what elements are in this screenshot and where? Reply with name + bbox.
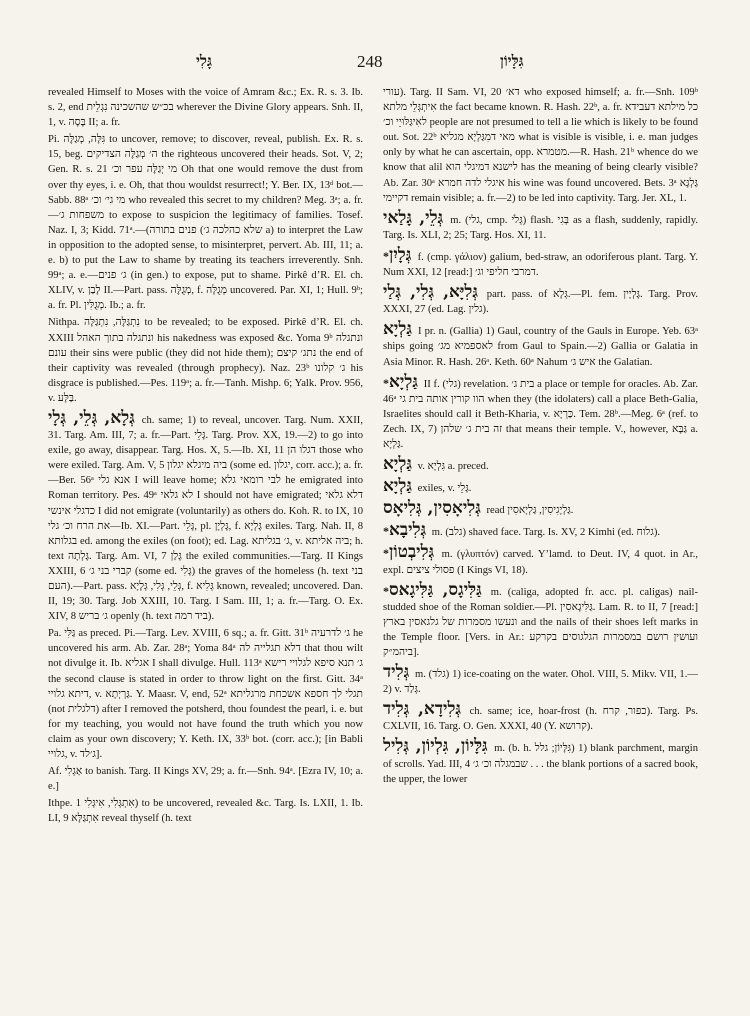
- entry-headword: גְּלִידָא, גְּלִיד: [383, 699, 462, 720]
- dictionary-entry: [383, 320, 698, 369]
- entry-definition: m. (γλυπτόν) carved. Y’lamd. to Deut. IV, 4 quot. in Ar., expl. פסולי ציצים (I Kings VI, 18).: [383, 549, 698, 576]
- entry-definition: m. (גלד) 1) ice-coating on the water. Ohol. VIII, 5. Mikv. VII, 1.—2) v. גְּלַד.: [383, 669, 698, 696]
- entry-asterisk: *: [383, 375, 389, 390]
- entry-definition: f. (cmp. γάλιον) galium, bed-straw, an odoriferous plant. Targ. Y. Num XXI, 12 [read:] דמרבי חליפי וג׳.: [383, 251, 698, 279]
- dictionary-entry: [383, 543, 698, 577]
- paragraph: עורי). Targ. II Sam. VI, 20 דא׳ who exposed himself; a. fr.—Snh. 109ᵇ אִיתְגְּלֵי מלתא the fact became known. R. Hash. 22ᵇ, a. fr. כל מילתא דעבידא לאִיגַּלּוּיֵי וכ׳ people are not presumed to tell a lie which is likely to be found out. Sot. 22ᵇ מאי דמִגַּלְיָא מגליא what is visible is visible, i. e. man judges only by what he can ascertain, opp. מטמרא.—R. Hash. 21ᵇ whence do we know that alil לישנא דמיגלי הוא has the meaning of being clearly visible? Ab. Zar. 30ᵃ איגלי לדה חמרא his wine was found uncovered. Bets. 3ᵃ גַּלְגָּא דקיימי remain visible; a. fr.—2) to be led into captivity. Targ. Jer. XL, 1.: [383, 87, 698, 204]
- header-right-guide-word: גִּלָּיוֹן: [500, 54, 524, 70]
- dictionary-entry: [48, 409, 363, 624]
- entry-headword: גִּלָּיוֹן, גִּלְיוֹן, גְּלִיל: [383, 736, 488, 757]
- dictionary-entry: [383, 283, 698, 317]
- entry-headword: גְּלֵי, גָּלַאי: [383, 207, 444, 228]
- entry-definition: I pr. n. (Gallia) 1) Gaul, country of the Gauls in Europe. Yeb. 63ᵃ ships going לאספמיא מג׳ from Gaul to Spain.—2) Gallia or Galatia in Asia Minor. R. Hash. 26ᵃ. Keth. 60ᵃ Nahum איש ג׳ the Galatian.: [383, 326, 698, 368]
- entry-definition: ch. same; ice, hoar-frost (h. כפור, קרח). Targ. Ps. CXLVII, 16. Targ. O. Gen. XXXI, 40 (Y. קרושא).: [383, 706, 698, 733]
- paragraph: Pa. גַּלִּי as preced. Pi.—Targ. Lev. XVIII, 6 sq.; a. fr. Gitt. 31ᵇ ג׳ לדרעיה he uncovered his arm. Ab. Zar. 28ᵃ; Yoma 84ᵃ דלא תגלייה לה that thou wilt not divulge it. Ib. אגליא I shall divulge. Hull. 113ᵃ ג׳ תנא סיפא לגלויי רישא the second clause is stated in order to throw light on the first. Gitt. 34ᵃ דיתא גלויי, v. גַּרְיְתָא. Y. Maasr. V, end, 52ᵃ תגלי לך חספא אשכחת מרגליתא (not דלגלית) after I removed the potsherd, thou foundest the pearl, i. e. but for my teaching, you would not have found the truth which you now claim as your own discovery; Y. Keth. IX, 33ᵇ bot. (corr. acc.); [in Babli גלויי, v. ג׳לד].: [48, 628, 363, 761]
- entry-definition: exiles, v. גָּלֵי.: [417, 483, 472, 495]
- header-left-guide-word: גָּלִי: [196, 54, 212, 70]
- entry-asterisk: *: [383, 583, 389, 598]
- entry-headword: גַּלְיָא: [383, 319, 412, 340]
- dictionary-entry: [383, 663, 698, 697]
- paragraph: revealed Himself to Moses with the voice of Amram &c.; Ex. R. s. 3. Ib. s. 2, end בכ״ש שהשכינה נִגְלֵית wherever the Divine Glory appears. Snh. II, 1, v. בָּסָה II; a. fr.: [48, 87, 363, 129]
- entry-headword: גְּלִיָּא, גְּלִי, גְּלַי: [383, 282, 478, 303]
- dictionary-entry: [383, 477, 698, 496]
- entry-headword: גַּלִּיגָס, גַּלִּיגָאס: [389, 579, 482, 600]
- dictionary-entry: [383, 373, 698, 452]
- entry-definition: m. (גלי, cmp. גְּלֹי) flash. בְּגִי as a flash, suddenly, rapidly. Targ. Is. XLI, 2; 25; Targ. Hos. XI, 11.: [383, 214, 698, 241]
- entry-asterisk: *: [383, 524, 389, 539]
- entry-asterisk: *: [383, 546, 389, 561]
- dictionary-entry: [383, 700, 698, 734]
- entry-definition: v. גִּלְיָא a. preced.: [417, 461, 489, 473]
- entry-headword: גַּלְיָא: [383, 476, 412, 497]
- page-number: 248: [357, 52, 383, 71]
- entry-headword: גְּלָא, גְּלֵי, גְּלָי: [48, 407, 135, 428]
- dictionary-entry: [383, 246, 698, 280]
- entry-headword: גְּלִיאָסִין, גְּלִיאָס: [383, 498, 481, 519]
- entry-headword: גְּלִיבְטוֹן: [389, 542, 435, 563]
- entry-definition: II f. (גלי) revelation. בית ג׳ a place or temple for oracles. Ab. Zar. 46ᵃ הוו קורין אותה בית גי when they (the idolaters) call a place Beth-Galia, Israelites should call it Beth-Kharia, v. כַּרְיָא. Tem. 28ᵇ.—Meg. 6ᵃ (ref. to Zech. IX, 7) זה בית ג׳ שלהן that means their temple. V., however, גַּבָּא a. גַּלְיָא.: [383, 378, 698, 450]
- entry-headword: גְּלִיבָא: [389, 520, 427, 541]
- page-header: [0, 46, 750, 70]
- entry-headword: גַּלְיָא: [383, 454, 412, 475]
- entry-definition: part. pass. of גְּלָא.—Pl. fem. גָּלְיָין. Targ. Prov. XXXI, 27 (ed. Lag. גלין).: [383, 289, 698, 316]
- dictionary-entry: [383, 737, 698, 786]
- dictionary-entry: [383, 209, 698, 243]
- right-column: [383, 85, 698, 1005]
- entry-definition: ch. same; 1) to reveal, uncover. Targ. Num. XXII, 31. Targ. Am. III, 7; a. fr.—Part. גָּלֵי. Targ. Prov. XX, 19.—2) to go into exile, go away, disappear. Targ. Hos. X, 5.—Ib. XI, 11 דגלו הן those who were exiled. Targ. Am. V, 5 ביה מיגלא יגלון (some ed. יגלון, corr. acc.); a. fr.—Ber. 56ᵃ אנא גלי I will leave home; לבי רומאי גלא he emigrated into Roman territory. Pes. 49ᵃ לא גלאי I should not have emigrated; דלא גלאי כדגלי אינשי I did not emigrate (voluntarily) as others do. Koh. R. to IX, 10 את הרח וכ׳ גלי—Ib. XI.—Part. גָּלֵי, pl. גָּלְיָן, f. גָּלְיָא exiles. Targ. Nah. II, 8 בגלותא ed. among the exiles (on foot); ed. Lag. ג׳ בגליתא, v. ביה אליתא; h. text גָּלְתָה. Targ. Am. VI, 7 גָּלַן the exiled communities.—Targ. II Kings XXIII, 6 קברי בני ג׳ (some ed. גָּלִי) the graves of the homeless (h. text בני העם).—Part. pass. גְּלֵי, גְּלִי, גְּלָיָא, f. גְּלִיא known, revealed; uncovered. Dan. II, 19; 30. Targ. Job XXIII, 10. Targ. I Sam. III, 1; a. fr.—Targ. O. Ex. XIV, 8 ג׳ בריש openly (h. text ביד רמה).: [48, 414, 363, 623]
- entry-asterisk: *: [383, 248, 389, 263]
- entry-definition: read גַּלְיָגִיסִין, גַּלְיָאסִין.: [486, 505, 574, 517]
- entry-headword: גַּלְיָא: [389, 371, 418, 392]
- entry-definition: m. (גלב) shaved face. Targ. Is. XV, 2 Kimhi (ed. גלוח).: [431, 527, 661, 539]
- paragraph: Nithpa. נִתְגַּלֶּה, נִתְגַּלָּה to be revealed; to be exposed. Pirkê d’R. El. ch. XXIII ונתגלה בתוך האהל his nakedness was exposed &c. Yoma 9ᵇ ונתגלה עונם their sins were public (they did not hide them); נתג׳ קיצם the end of their captivity was revealed (through prophecy). Naz. 23ᵇ ג׳ קלונו his disgrace is published.—Pes. 119ᵃ; a. fr.—Tanh. Mishp. 6; Yalk. Prov. 956, v. בַּלָּע.: [48, 317, 363, 404]
- paragraph: Af. אַגְלִי to banish. Targ. II Kings XV, 29; a. fr.—Snh. 94ᵃ. [Ezra IV, 10; a. e.]: [48, 766, 363, 793]
- paragraph: Pi. גִּלָּה, מְגַלֶּה to uncover, remove; to discover, reveal, publish. Ex. R. s. 15, beg. ה׳ מְגַלֶּה הצדיקים the righteous uncovered their heads. Sot. V, 2; Gen. R. s. 21 מי יְגַלֶּה עפר וכ׳ Oh that one would remove the dust from over thy eyes, i. e. Oh, that thou wouldst resurrect!; Y. Ber. IX, 13ᵈ bot.—Sabb. 88ᵃ מי גי׳ וכ׳ who revealed this secret to my children? Meg. 3ᵃ; a. fr.—משפחות ג׳ to expose to suspicion the legitimacy of families. Tosef. Naz. I, 3; Kidd. 71ᵃ.—(פנים בתורה (שלא כהלכה ג׳ a) to interpret the Law in opposition to the adopted sense, to misinterpret, pervert. Ab. III, 11; a. e. b) to put the Law to shame by treating its teachers irreverently. Snh. 99ᵃ; a. e.—ג׳ פנים (in gen.) to expose, put to shame. Pirkê d’R. El. ch. XLIV, v. לָבַן II.—Part. pass. מְגֻלֶּה, f. מְגֻלָּה uncovered. Par. XI, 1; Hull. 9ᵇ; a. fr. Pl. מְגֻלִּין. Ib.; a. fr.: [48, 134, 363, 312]
- entry-definition: m. (caliga, adopted fr. acc. pl. caligas) nail-studded shoe of the Roman soldier.—Pl. גַּלִּיגָאסִין. Lam. R. to II, 7 [read:] ונעשו מסמרות של גלגאסין בארץ and the nails of their shoes left marks in the Temple floor. [Vers. in Ar.: ועושין רושם במסמרות הגלגוסים בקרקע ביהמ״ק].: [383, 586, 698, 658]
- dictionary-entry: [383, 581, 698, 660]
- dictionary-entry: [383, 455, 698, 474]
- paragraph: Ithpe. אִתְגְּלִי, אִיגְּלִי 1) to be uncovered, revealed &c. Targ. Is. LXII, 1. Ib. LI, 9 אִתְגַּלָּא reveal thyself (h. text: [48, 798, 363, 825]
- left-column: [48, 85, 363, 1005]
- dictionary-entry: [383, 499, 698, 518]
- entry-headword: גְּלָיִן: [389, 244, 412, 265]
- dictionary-entry: [383, 521, 698, 540]
- entry-headword: גְּלִיד: [383, 662, 410, 683]
- entry-definition: m. (b. h. גִּלָּיוֹן; גלל) 1) blank parchment, margin of scrolls. Yad. III, 4 שבמגלה וכ׳ ג׳ . . . the blank portions of a sacred book, the upper, the lower: [383, 743, 698, 785]
